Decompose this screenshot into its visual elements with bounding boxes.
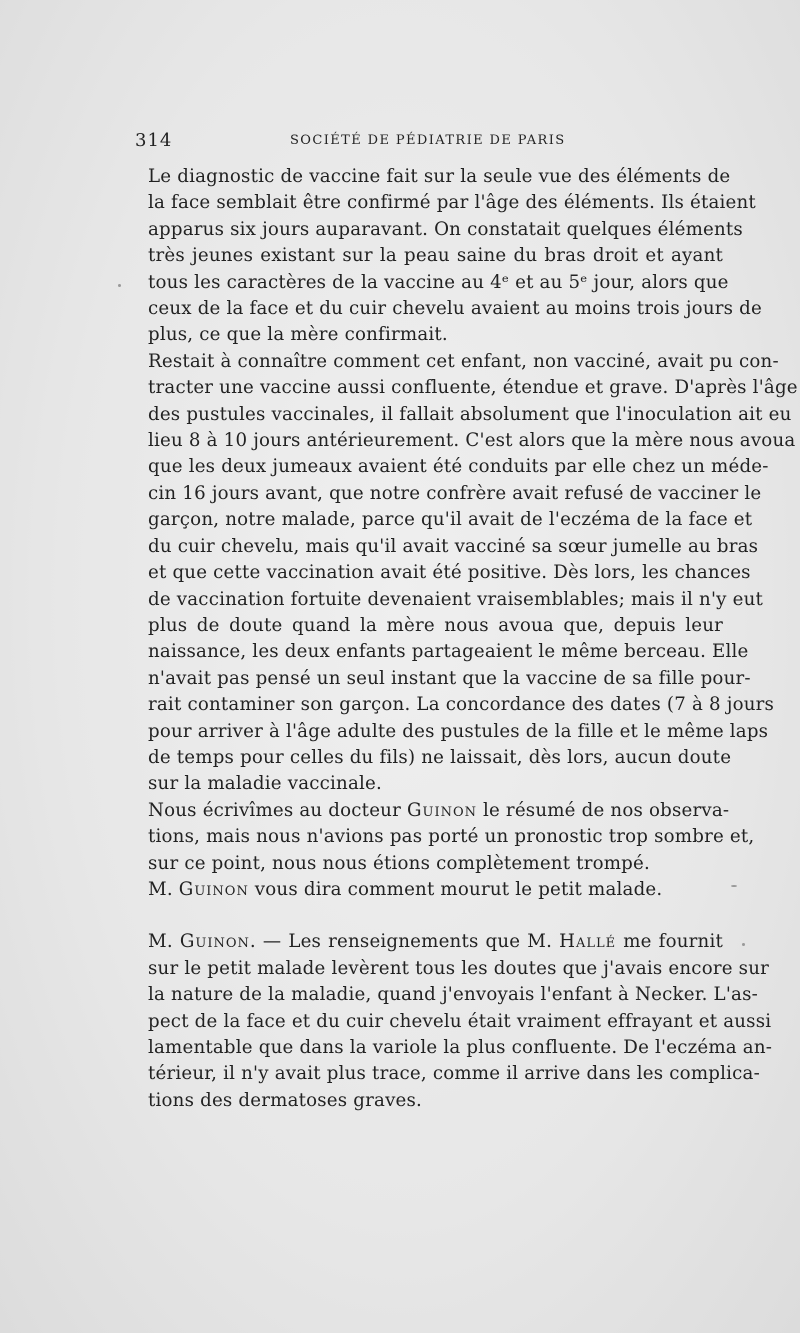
paragraph-transition xyxy=(135,877,723,903)
text-line: ceux de la face et du cuir chevelu avaient au moins trois jours de xyxy=(148,298,762,320)
text-line: plus de doute quand la mère nous avoua que, depuis leur xyxy=(148,614,723,636)
text-line: cin 16 jours avant, que notre confrère avait refusé de vacciner le xyxy=(148,482,762,504)
text-line: de temps pour celles du fils) ne laissait, dès lors, aucun doute xyxy=(148,746,732,768)
page-header xyxy=(135,130,720,154)
text-line: la nature de la maladie, quand j'envoyais l'enfant à Necker. L'as- xyxy=(148,984,758,1006)
text-line: Le diagnostic de vaccine fait sur la seule vue des éléments de xyxy=(148,166,731,187)
text-line: tions, mais nous n'avions pas porté un pronostic trop sombre et, xyxy=(148,826,755,848)
text-line: Nous écrivîmes au docteur Guinon le résumé de nos observa- xyxy=(148,799,730,821)
paragraph-origin xyxy=(135,349,798,798)
text-line: tions des dermatoses graves. xyxy=(148,1089,423,1111)
text-line: tracter une vaccine aussi confluente, étendue et grave. D'après l'âge xyxy=(148,377,798,399)
paragraph-letter xyxy=(135,798,755,877)
text-line: rait contaminer son garçon. La concordance des dates (7 à 8 jours xyxy=(148,694,775,716)
scan-speck xyxy=(118,284,121,287)
running-title: SOCIÉTÉ DE PÉDIATRIE DE PARIS xyxy=(290,133,566,148)
text-line: très jeunes existant sur la peau saine du bras droit et ayant xyxy=(148,245,723,267)
text-line: n'avait pas pensé un seul instant que la vaccine de sa fille pour- xyxy=(148,667,751,689)
paragraph-diagnosis xyxy=(135,164,762,349)
text-line: sur ce point, nous nous étions complètement trompé. xyxy=(148,852,650,874)
page-number: 314 xyxy=(135,130,173,151)
text-line: sur la maladie vaccinale. xyxy=(148,773,382,795)
text-line: que les deux jumeaux avaient été conduits par elle chez un méde- xyxy=(148,456,769,478)
text-line: pour arriver à l'âge adulte des pustules de la fille et le même laps xyxy=(148,720,769,742)
text-line: du cuir chevelu, mais qu'il avait vacciné sa sœur jumelle au bras xyxy=(148,535,759,557)
text-line: pect de la face et du cuir chevelu était vraiment effrayant et aussi xyxy=(148,1010,772,1032)
text-line: térieur, il n'y avait plus trace, comme il arrive dans les complica- xyxy=(148,1063,760,1085)
text-line: lamentable que dans la variole la plus confluente. De l'eczéma an- xyxy=(148,1037,773,1058)
text-line: de vaccination fortuite devenaient vraisemblables; mais il n'y eut xyxy=(148,588,764,610)
section-gap xyxy=(135,903,723,929)
paragraph-guinon-reply xyxy=(135,929,773,1114)
text-line: des pustules vaccinales, il fallait absolument que l'inoculation ait eu xyxy=(148,403,792,425)
text-line: M. Guinon vous dira comment mourut le petit malade. xyxy=(148,878,663,900)
text-line: la face semblait être confirmé par l'âge des éléments. Ils étaient xyxy=(148,192,756,214)
scan-speck xyxy=(731,885,737,887)
text-line: tous les caractères de la vaccine au 4ᵉ et au 5ᵉ jour, alors que xyxy=(148,271,729,293)
text-line: apparus six jours auparavant. On constatait quelques éléments xyxy=(148,218,743,240)
scan-speck xyxy=(742,943,745,946)
body-text xyxy=(135,164,798,1114)
text-line: garçon, notre malade, parce qu'il avait de l'eczéma de la face et xyxy=(148,509,753,531)
text-line: plus, ce que la mère confirmait. xyxy=(148,324,448,346)
text-line: naissance, les deux enfants partageaient le même berceau. Elle xyxy=(148,641,749,663)
text-line: M. Guinon. — Les renseignements que M. Hallé me fournit xyxy=(148,931,723,953)
text-line: et que cette vaccination avait été positive. Dès lors, les chances xyxy=(148,562,751,584)
text-line: sur le petit malade levèrent tous les doutes que j'avais encore sur xyxy=(148,957,770,979)
text-line: Restait à connaître comment cet enfant, non vacciné, avait pu con- xyxy=(148,350,779,372)
text-line: lieu 8 à 10 jours antérieurement. C'est alors que la mère nous avoua xyxy=(148,430,796,452)
